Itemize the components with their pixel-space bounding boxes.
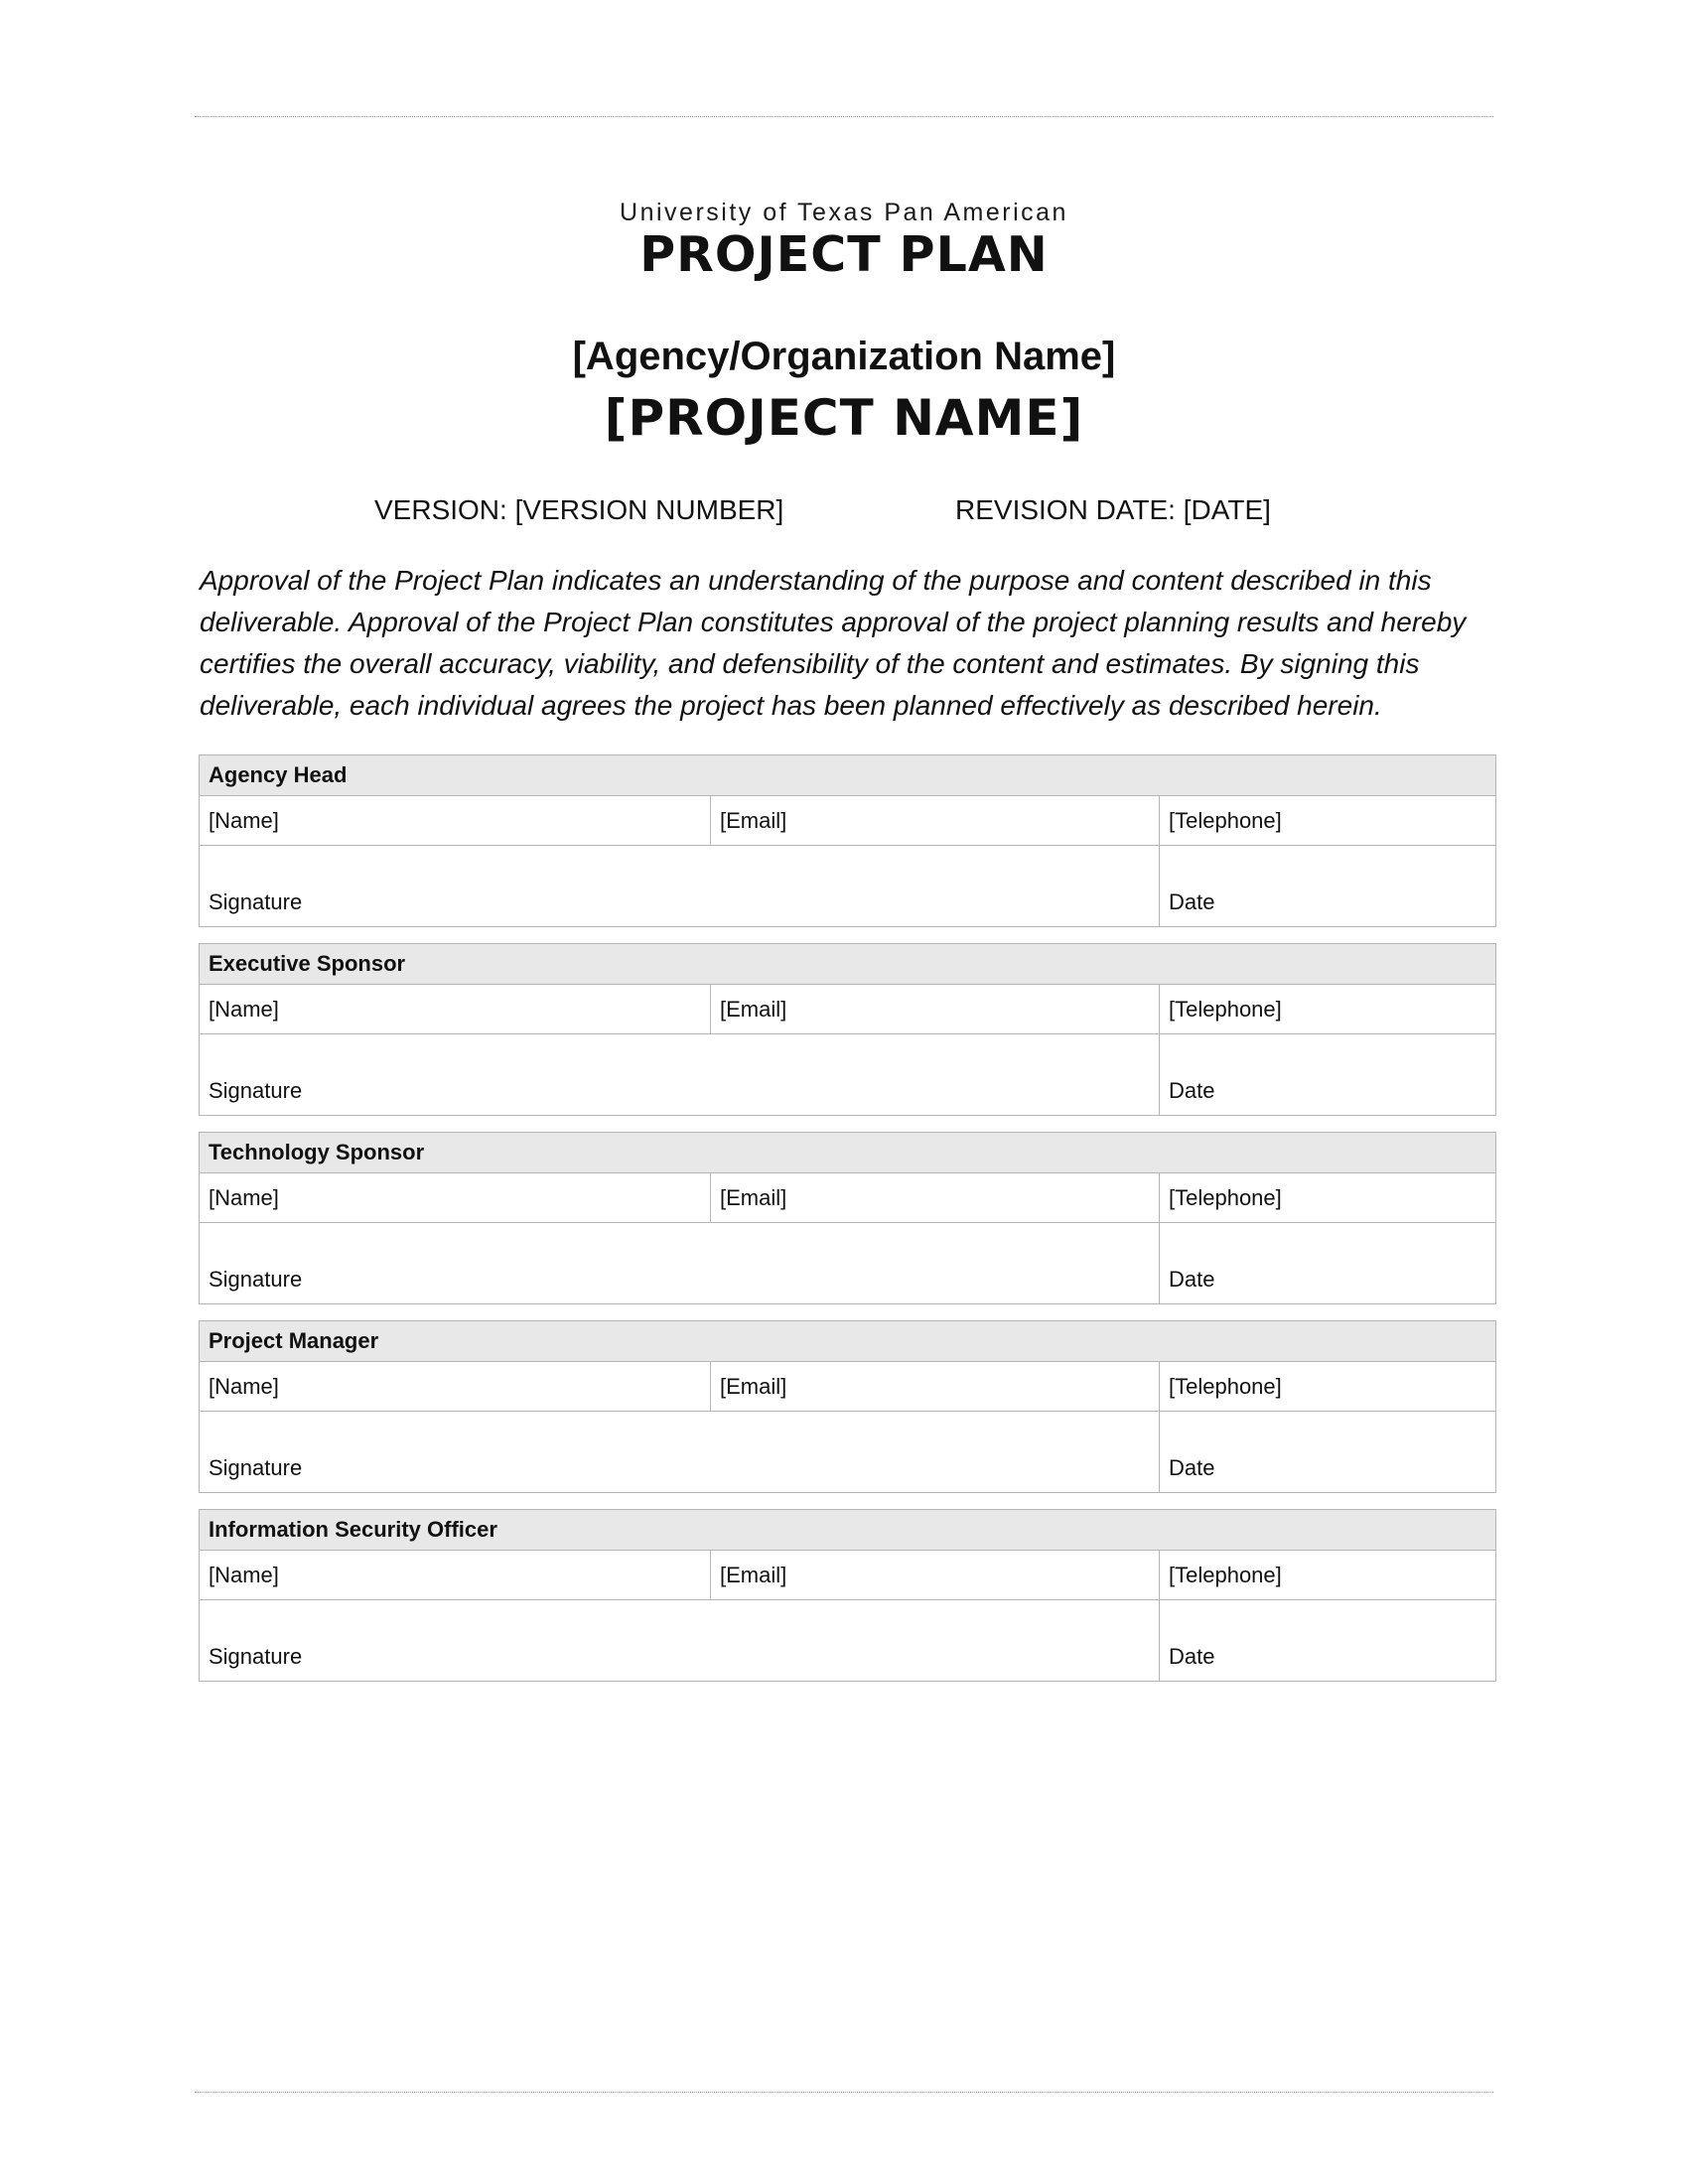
date-field[interactable]: Date [1160, 1600, 1496, 1682]
name-field[interactable]: [Name] [200, 985, 711, 1034]
signoff-table-information-security-officer [199, 1509, 1496, 1682]
version-label: VERSION: [VERSION NUMBER] [374, 494, 784, 525]
role-heading: Technology Sponsor [200, 1133, 1496, 1173]
signature-field[interactable]: Signature [200, 1600, 1160, 1682]
signature-field[interactable]: Signature [200, 1034, 1160, 1116]
telephone-field[interactable]: [Telephone] [1160, 796, 1496, 846]
role-heading: Project Manager [200, 1321, 1496, 1362]
name-field[interactable]: [Name] [200, 796, 711, 846]
name-field[interactable]: [Name] [200, 1362, 711, 1412]
project-name: [PROJECT NAME] [604, 389, 1084, 447]
email-field[interactable]: [Email] [711, 1173, 1160, 1223]
signature-field[interactable]: Signature [200, 846, 1160, 927]
bottom-divider [195, 2092, 1493, 2093]
university-name: University of Texas Pan American [620, 199, 1068, 226]
telephone-field[interactable]: [Telephone] [1160, 1551, 1496, 1600]
name-field[interactable]: [Name] [200, 1173, 711, 1223]
role-heading: Agency Head [200, 755, 1496, 796]
telephone-field[interactable]: [Telephone] [1160, 1362, 1496, 1412]
date-field[interactable]: Date [1160, 846, 1496, 927]
signoff-table-executive-sponsor [199, 943, 1496, 1116]
document-title: PROJECT PLAN [639, 226, 1049, 283]
name-field[interactable]: [Name] [200, 1551, 711, 1600]
telephone-field[interactable]: [Telephone] [1160, 1173, 1496, 1223]
date-field[interactable]: Date [1160, 1034, 1496, 1116]
signature-field[interactable]: Signature [200, 1223, 1160, 1304]
signature-field[interactable]: Signature [200, 1412, 1160, 1493]
email-field[interactable]: [Email] [711, 985, 1160, 1034]
role-heading: Executive Sponsor [200, 944, 1496, 985]
telephone-field[interactable]: [Telephone] [1160, 985, 1496, 1034]
signoff-table-agency-head [199, 754, 1496, 927]
date-field[interactable]: Date [1160, 1223, 1496, 1304]
email-field[interactable]: [Email] [711, 1551, 1160, 1600]
email-field[interactable]: [Email] [711, 796, 1160, 846]
date-field[interactable]: Date [1160, 1412, 1496, 1493]
agency-name: [Agency/Organization Name] [572, 335, 1116, 378]
signoff-table-project-manager [199, 1320, 1496, 1493]
signoff-table-technology-sponsor [199, 1132, 1496, 1304]
revision-date-label: REVISION DATE: [DATE] [955, 494, 1271, 525]
top-divider [195, 116, 1493, 117]
email-field[interactable]: [Email] [711, 1362, 1160, 1412]
role-heading: Information Security Officer [200, 1510, 1496, 1551]
approval-paragraph: Approval of the Project Plan indicates an understanding of the purpose and content described in this deliverable. Approval of the Project Plan constitutes approval of the project planning results and hereby certifies the overall accuracy, viability, and defensibility of the content and estimates. By signing this deliverable, each individual agrees the project has been planned effectively as described herein. [200, 565, 1467, 721]
